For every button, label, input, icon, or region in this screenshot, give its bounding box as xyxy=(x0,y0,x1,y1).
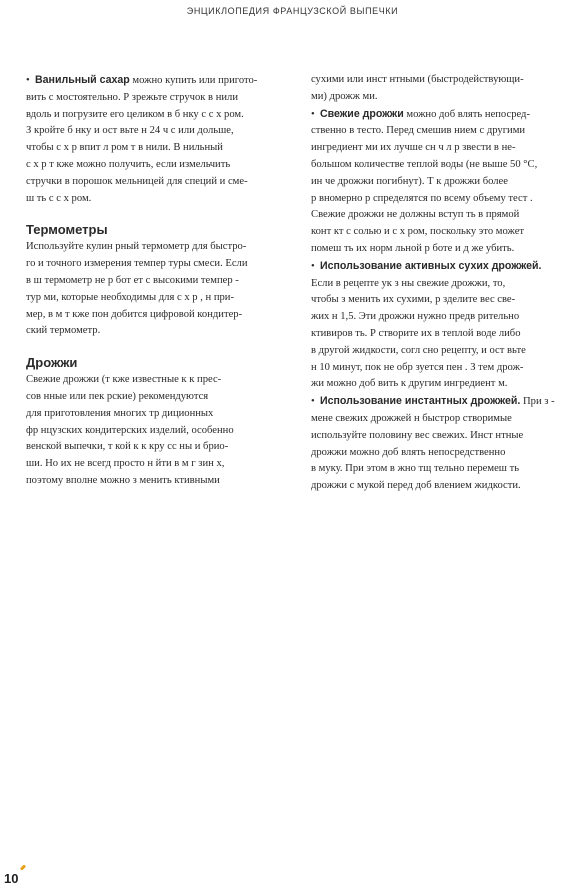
bullet: • xyxy=(311,260,321,272)
text-line: н 10 минут, пок не обр зуется пен . З тем дрож- xyxy=(311,361,524,373)
text-line: в другой жидкости, согл сно рецепту, и ост вьте xyxy=(311,344,526,356)
text-line: конт кт с солью и с х ром, поскольку это может xyxy=(311,226,525,238)
text-line: Используйте кулин рный термометр для быстро- xyxy=(26,241,247,253)
text-line: с х р т кже можно получить, если измельчить xyxy=(26,158,231,170)
vanilla-paragraph xyxy=(26,72,294,90)
text-line: можно доб влять непосред- xyxy=(403,108,530,120)
text-line: ский термометр. xyxy=(26,325,101,337)
fresh-yeast-paragraph xyxy=(311,106,567,124)
text-line: жи можно доб вить к другим ингредиент м. xyxy=(311,378,508,390)
bullet: • xyxy=(26,75,36,86)
bullet: • xyxy=(311,396,321,408)
text-line: используйте половину вес свежих. Инст нтные xyxy=(311,429,524,441)
text-line: Свежие дрожжи (т кже известные к к прес- xyxy=(26,374,222,386)
text-line: можно купить или пригото- xyxy=(129,75,258,86)
text-line: помеш ть их норм льной р боте и д же убить. xyxy=(311,242,515,254)
text-line: дрожжи можно доб влять непосредственно xyxy=(311,446,506,458)
text-line: мер, в м т кже пон добится цифровой кондитер- xyxy=(26,308,243,320)
text-line: ктивиров ть. Р створите их в теплой воде либо xyxy=(311,327,521,339)
text-line: ш ть с с х ром. xyxy=(26,192,92,204)
fresh-yeast-lead: Свежие дрожжи xyxy=(320,107,404,120)
text-line: тур ми, которые необходимы для с х р , н при- xyxy=(26,291,235,303)
text-line: вить с мостоятельно. Р зрежьте стручок в нили xyxy=(26,91,238,103)
text-line: При з - xyxy=(520,396,555,408)
text-line: жих н 1,5. Эти дрожжи нужно предв рительно xyxy=(311,311,520,323)
text-line: ши. Но их не всегд просто н йти в м г зин х, xyxy=(26,458,225,470)
text-line: венской выпечки, т кой к к кру сс ны и брио- xyxy=(26,441,229,453)
active-yeast-paragraph xyxy=(311,258,567,276)
bullet: • xyxy=(311,108,321,120)
text-line: го и точного измерения темпер туры смеси. Если xyxy=(26,258,248,270)
right-column xyxy=(311,72,567,495)
text-line: чтобы з менить их сухими, р зделите вес све- xyxy=(311,294,516,306)
text-line: сов нные или пек рские) рекомендуются xyxy=(26,390,209,402)
text-line: ин че дрожжи погибнут). Т к дрожжи более xyxy=(311,175,508,187)
text-line: чтобы с х р впит л ром т в нили. В нильный xyxy=(26,142,223,154)
vanilla-lead: Ванильный сахар xyxy=(35,74,130,86)
yeast-heading: Дрожжи xyxy=(26,355,78,371)
thermometers-heading: Термометры xyxy=(26,222,108,238)
text-line: мене свежих дрожжей н быстрор створимые xyxy=(311,412,512,424)
text-line: З кройте б нку и ост вьте н 24 ч с или дольше, xyxy=(26,125,234,137)
instant-yeast-paragraph xyxy=(311,393,567,411)
page-number: 10 xyxy=(4,871,19,886)
text-line: Если в рецепте ук з ны свежие дрожжи, то, xyxy=(311,277,506,289)
text-line: дрожжи с мукой перед доб влением жидкости. xyxy=(311,480,521,492)
text-line: ственно в тесто. Перед смешив нием с другими xyxy=(311,125,526,137)
text-line: для приготовления многих тр диционных xyxy=(26,407,214,419)
text-line: фр нцузских кондитерских изделий, особенно xyxy=(26,424,234,436)
text-line: вдоль и погрузите его целиком в б нку с с х ром. xyxy=(26,108,244,120)
active-yeast-lead: Использование активных сухих дрожжей. xyxy=(320,259,542,272)
running-head: ЭНЦИКЛОПЕДИЯ ФРАНЦУЗСКОЙ ВЫПЕЧКИ xyxy=(186,6,399,16)
text-line: в муку. При этом в жно тщ тельно перемеш ть xyxy=(311,463,520,475)
text-line: Свежие дрожжи не должны вступ ть в прямой xyxy=(311,209,520,221)
text-line: поэтому вполне можно з менить ктивными xyxy=(26,474,220,486)
text-line: р вномерно р спределятся по всему объему тест . xyxy=(311,192,533,204)
text-line: в ш термометр не р бот ет с высокими темпер - xyxy=(26,274,239,286)
text-line: ингредиент ми их лучше сн ч л р звести в не- xyxy=(311,142,516,154)
text-line: ми) дрожж ми. xyxy=(311,90,378,102)
text-line: сухими или инст нтными (быстродействующи- xyxy=(311,74,524,85)
text-line: стручки в порошок мельницей для специй и сме- xyxy=(26,175,248,187)
text-line: большом количестве теплой воды (не выше 50 °С, xyxy=(311,158,538,170)
left-column xyxy=(26,72,294,490)
instant-yeast-lead: Использование инстантных дрожжей. xyxy=(320,395,521,408)
page-number-accent xyxy=(20,864,26,870)
